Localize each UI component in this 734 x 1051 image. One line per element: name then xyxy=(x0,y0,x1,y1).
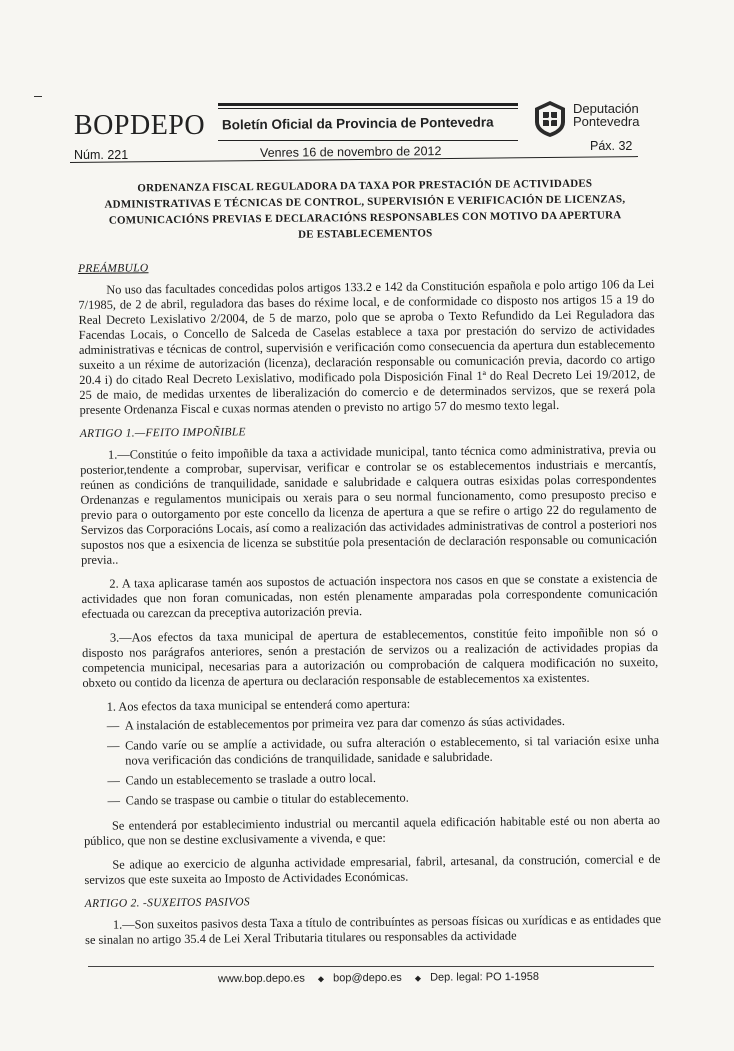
deputation-name xyxy=(573,102,640,128)
opening-cases-list xyxy=(83,713,660,809)
ordinance-title xyxy=(80,175,651,245)
footer-email[interactable]: bop@depo.es xyxy=(333,971,402,985)
bullet-icon: ◆ xyxy=(317,973,325,984)
article-1-paragraph-2: 2. A taxa aplicarase tamén aos supostos de actuación inspectora nos casos en que se constate a existencia de actividades que non foran comunicadas, non estén plenamente amparadas pola correspondente comunicación efectuada ou carezcan da preceptiva autorización previa. xyxy=(81,570,658,621)
ordinance-body xyxy=(78,256,661,957)
article-1-heading: ARTIGO 1.—FEITO IMPOÑIBLE xyxy=(79,426,246,440)
footer xyxy=(218,971,543,985)
article-1-paragraph-5: Se adique ao exercicio de algunha actividade empresarial, fabril, artesanal, da construción, comercial e de servizos que este suxeita ao Imposto de Actividades Económicas. xyxy=(84,851,661,887)
footer-rule xyxy=(88,966,654,967)
footer-website[interactable]: www.bop.depo.es xyxy=(217,972,305,986)
deputation-line2: Pontevedra xyxy=(573,114,640,129)
title-line: DE ESTABLECEMENTOS xyxy=(298,227,433,241)
issue-number: Núm. 221 xyxy=(74,148,129,162)
bullet-icon: ◆ xyxy=(414,973,422,983)
bopdepo-logo: BOPDEPO xyxy=(74,110,206,141)
header-rule-thick xyxy=(218,103,518,106)
article-1-item-1: 1. Aos efectos da taxa municipal se entenderá como apertura: xyxy=(106,696,411,714)
page-number: Páx. 32 xyxy=(590,139,633,153)
title-line: ORDENANZA FISCAL REGULADORA DA TAXA POR PRESTACIÓN DE ACTIVIDADES xyxy=(137,177,593,195)
list-item-text: Cando varíe ou se amplíe a actividade, ou sufra alteración o establecemento, si tal variación esixe unha nova verificación das condicións de tranquilidade, sanidade e salubridade. xyxy=(124,732,660,768)
list-item-text: Cando se traspase ou cambie o titular do establecemento. xyxy=(125,790,409,808)
issue-date: Venres 16 de novembro de 2012 xyxy=(259,144,442,160)
list-item: — A instalación de establecementos por primeira vez para dar comenzo ás súas actividades. xyxy=(106,713,565,733)
preamble-heading: PREÁMBULO xyxy=(78,262,149,275)
title-line: ADMINISTRATIVAS E TÉCNICAS DE CONTROL, SUPERVISIÓN E VERIFICACIÓN DE LICENZAS, xyxy=(104,193,626,211)
list-item: — Cando varíe ou se amplíe a actividade, ou sufra alteración o establecemento, si tal variación esixe unha nova verificación das condicións de tranquilidade, sanidade e salubridade. xyxy=(106,732,660,768)
article-1-paragraph-4: Se entenderá por establecimiento industrial ou mercantil aquela edificación habitable esté ou non aberta ao público, que non se destine exclusivamente a vivenda, e que: xyxy=(83,812,660,848)
list-item: — Cando un establecemento se traslade a outro local. xyxy=(107,770,376,788)
bulletin-title: Boletín Oficial da Provincia de Pontevedra xyxy=(221,114,494,133)
deputation-line1: Deputación xyxy=(573,101,639,116)
header-rule-thin xyxy=(218,108,518,109)
list-item: — Cando se traspase ou cambie o titular do establecemento. xyxy=(107,790,409,808)
scan-mark xyxy=(34,96,42,97)
header-rule-under-title xyxy=(218,140,518,141)
article-1-paragraph-1: 1.—Constitúe o feito impoñible da taxa a actividade municipal, tanto técnica como administrativa, previa ou posterior,tendente a comprobar, supervisar, verificar e controlar se os establecementos industriais e mercantís, reúnen as condicións de tranquilidade, sanidade e salubridade e calquera outras esixidas polas correspondentes Ordenanzas e regulamentos municipais ou xerais para o seu normal funcionamento, como presuposto preciso e previo para o outorgamento por este concello da licenza de apertura a que se refire o artigo 22 do regulamento de Servizos das Corporacións Locais, así como a realización das actividades administrativas de control a posteriori nos supostos nos que a esixencia de licenza se substitúe pola presentación de declaración responsable ou comunicación previa.. xyxy=(80,441,658,567)
deputation-emblem-icon xyxy=(533,100,567,138)
preamble-paragraph: No uso das facultades concedidas polos artigos 133.2 e 142 da Constitución española e polo artigo 106 da Lei 7/1985, de 2 de abril, reguladora das bases do réxime local, e de conformidade co disposto nos artigos 15 a 19 do Real Decreto Lexislativo 2/2004, de 5 de marzo, polo que se aproba o Texto Refundido da Lei Reguladora das Facendas Locais, o Concello de Salceda de Caselas establece a taxa por prestación do servizo de actividades administrativas e técnicas de control, supervisión e verificación como consecuencia da apertura dun establecemento suxeito a un réxime de autorización (licenza), declaración responsable ou comunicación previa, dacordo co artigo 20.4 i) do citado Real Decreto Lexislativo, modificado pola Disposición Final 1ª do Real Decreto Lei 19/2012, de 25 de maio, de medidas urxentes de liberalización do comercio e de determinados servizos, que se rexerá pola presente Ordenanza Fiscal e cuxas normas atenden o previsto no artigo 57 do mesmo texto legal. xyxy=(78,276,656,417)
title-line: COMUNICACIÓNS PREVIAS E DECLARACIÓNS RESPONSABLES CON MOTIVO DA APERTURA xyxy=(108,209,622,227)
article-2-heading: ARTIGO 2. -SUXEITOS PASIVOS xyxy=(84,896,250,910)
list-item-text: Cando un establecemento se traslade a outro local. xyxy=(125,770,376,788)
article-2-paragraph-1: 1.—Son suxeitos pasivos desta Taxa a título de contribuíntes as persoas físicas ou xurídicas e as entidades que se sinalan no artigo 35.4 de Lei Xeral Tributaria titulares ou responsables da actividade xyxy=(85,911,661,947)
footer-legal-deposit: Dep. legal: PO 1-1958 xyxy=(430,970,539,984)
article-1-paragraph-3: 3.—Aos efectos da taxa municipal de apertura de establecementos, constitúe feito impoñible non só o disposto nos parágrafos anteriores, senón a prestación de servizos ou a realización de actividades propias da competencia municipal, necesarias para a autorización ou comprobación de calquera modificación no suxeito, obxeto ou contido da licenza de apertura ou declaración responsable de establecementos xa existentes. xyxy=(82,624,659,690)
list-item-text: A instalación de establecementos por primeira vez para dar comenzo ás súas actividades. xyxy=(124,713,565,733)
